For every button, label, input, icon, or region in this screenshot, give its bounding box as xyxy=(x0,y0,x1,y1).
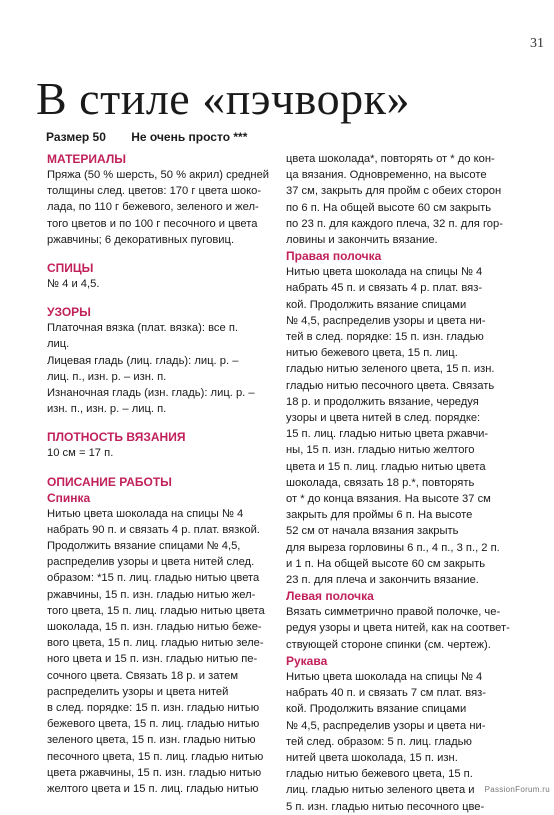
difficulty-stars: *** xyxy=(233,130,248,144)
text-line: набрать 40 п. и связать 7 см плат. вяз- xyxy=(286,687,487,700)
text-line: от * до конца вязания. На высоте 37 см xyxy=(286,493,491,506)
text-line: цвета шоколада*, повторять от * до кон- xyxy=(286,153,495,165)
text-line: ржавчины; 6 декоративных пуговиц. xyxy=(47,233,235,246)
text-line: набрать 90 п. и связать 4 р. плат. вязкой. xyxy=(47,523,260,536)
text-line: распределив узоры и цвета нитей след. xyxy=(47,556,255,569)
text-line: зеленого цвета, 15 п. изн. гладью нитью xyxy=(47,734,256,747)
text-line: толщины след. цветов: 170 г цвета шоко- xyxy=(47,185,262,198)
text-line: 37 см, закрыть для пройм с обеих сторон xyxy=(286,185,502,198)
section-heading: ОПИСАНИЕ РАБОТЫ xyxy=(47,474,172,489)
text-line: Нитью цвета шоколада на спицы № 4 xyxy=(286,266,483,279)
text-line: Изнаночная гладь (изн. гладь): лиц. р. – xyxy=(47,387,255,400)
page-number: 31 xyxy=(530,36,544,51)
text-line: тей в след. порядке: 15 п. изн. гладью xyxy=(286,331,484,344)
text-line: в след. порядке: 15 п. изн. гладью нитью xyxy=(47,702,260,715)
difficulty-label: Не очень просто xyxy=(131,130,231,144)
text-line: ца вязания. Одновременно, на высоте xyxy=(286,169,487,182)
text-line: кой. Продолжить вязание спицами xyxy=(286,703,467,716)
text-line: Платочная вязка (плат. вязка): все п. xyxy=(47,322,238,335)
text-line: шоколада, связать 18 р.*, повторять xyxy=(286,476,475,489)
text-line: Нитью цвета шоколада на спицы № 4 xyxy=(47,507,244,520)
text-line: и 1 п. На общей высоте 60 см закрыть xyxy=(286,557,486,570)
text-line: лиц. xyxy=(47,338,70,351)
text-line: того цветов и по 100 г песочного и цвета xyxy=(47,217,258,230)
text-line: вого цвета, 15 п. лиц. гладью нитью зеле- xyxy=(47,637,264,650)
text-line: нитей цвета шоколада, 15 п. изн. xyxy=(286,751,458,764)
subsection-heading: Рукава xyxy=(286,653,328,668)
text-line: ловины и закончить вязание. xyxy=(286,234,438,247)
text-line: желтого цвета и 15 п. лиц. гладью нитью xyxy=(47,783,259,796)
spacer xyxy=(47,292,273,304)
text-line: Нитью цвета шоколада на спицы № 4 xyxy=(286,670,483,683)
text-line: песочного цвета, 15 п. лиц. гладью нитью xyxy=(47,750,264,763)
pattern-meta xyxy=(46,130,247,144)
spacer xyxy=(47,417,273,429)
text-line: гладью нитью бежевого цвета, 15 п. xyxy=(286,768,473,781)
section-heading: УЗОРЫ xyxy=(47,305,91,320)
text-line: 5 п. изн. гладью нитью песочного цве- xyxy=(286,800,485,813)
size-label: Размер 50 xyxy=(46,130,106,144)
text-line: лиц. гладью нитью зеленого цвета и xyxy=(286,784,475,797)
text-line: шоколада, 15 п. изн. гладью нитью беже- xyxy=(47,621,262,634)
text-line: по 6 п. На общей высоте 60 см закрыть xyxy=(286,201,492,214)
text-line: 15 п. лиц. гладью нитью цвета ржавчи- xyxy=(286,428,489,441)
text-line: Лицевая гладь (лиц. гладь): лиц. р. – xyxy=(47,354,239,367)
text-line: сочного цвета. Связать 18 р. и затем xyxy=(47,669,239,682)
section-heading: МАТЕРИАЛЫ xyxy=(47,152,127,166)
text-line: 52 см от начала вязания закрыть xyxy=(286,525,459,538)
text-line: того цвета, 15 п. лиц. гладью нитью цвета xyxy=(47,604,265,617)
text-line: изн. п., изн. р. – лиц. п. xyxy=(47,403,167,416)
spacer xyxy=(47,248,273,260)
left-column xyxy=(47,151,273,797)
text-line: 18 р. и продолжить вязание, чередуя xyxy=(286,395,479,408)
text-line: 23 п. для плеча и закончить вязание. xyxy=(286,574,479,587)
text-line: узоры и цвета нитей в след. порядке: xyxy=(286,412,481,425)
text-line: ржавчины, 15 п. изн. гладью нитью жел- xyxy=(47,588,256,601)
text-line: цвета ржавчины, 15 п. изн. гладью нитью xyxy=(47,766,262,779)
text-line: лиц. п., изн. р. – изн. п. xyxy=(47,370,167,383)
text-line: тей след. образом: 5 п. лиц. гладью xyxy=(286,735,472,748)
text-line: ствующей стороне спинки (см. чертеж). xyxy=(286,638,491,651)
text-line: нитью бежевого цвета, 15 п. лиц. xyxy=(286,347,458,360)
section-heading: ПЛОТНОСТЬ ВЯЗАНИЯ xyxy=(47,430,186,445)
text-line: гладью нитью зеленого цвета, 15 п. изн. xyxy=(286,363,495,376)
text-line: цвета и 15 п. лиц. гладью нитью цвета xyxy=(286,460,486,473)
text-line: № 4,5, распределив узоры и цвета ни- xyxy=(286,314,486,327)
text-line: ны, 15 п. изн. гладью нитью желтого xyxy=(286,444,475,457)
text-line: набрать 45 п. и связать 4 р. плат. вяз- xyxy=(286,282,483,295)
subsection-heading: Правая полочка xyxy=(286,249,382,264)
text-line: лада, по 110 г бежевого, зеленого и жел- xyxy=(47,201,259,214)
text-line: образом: *15 п. лиц. гладью нитью цвета xyxy=(47,572,260,585)
text-line: редуя узоры и цвета нитей, как на соответ- xyxy=(286,622,510,635)
subsection-heading: Спинка xyxy=(47,490,91,505)
text-line: гладью нитью песочного цвета. Связать xyxy=(286,379,495,392)
text-line: ного цвета и 15 п. изн. гладью нитью пе- xyxy=(47,653,258,666)
subsection-heading: Левая полочка xyxy=(286,589,374,604)
text-line: 10 см = 17 п. xyxy=(47,447,114,460)
text-line: по 23 п. для каждого плеча, 32 п. для гор- xyxy=(286,217,503,230)
text-line: Продолжить вязание спицами № 4,5, xyxy=(47,540,241,553)
right-column xyxy=(286,151,510,815)
text-line: закрыть для проймы 6 п. На высоте xyxy=(286,509,473,522)
watermark: PassionForum.ru xyxy=(484,785,550,794)
text-line: Вязать симметрично правой полочке, че- xyxy=(286,606,501,619)
text-line: бежевого цвета, 15 п. лиц. гладью нитью xyxy=(47,718,260,731)
spacer xyxy=(47,462,273,474)
text-line: для выреза горловины 6 п., 4 п., 3 п., 2 п. xyxy=(286,541,500,554)
section-heading: СПИЦЫ xyxy=(47,261,94,276)
text-line: кой. Продолжить вязание спицами xyxy=(286,298,467,311)
text-line: распределить узоры и цвета нитей xyxy=(47,685,229,698)
page-title: В стиле «пэчворк» xyxy=(36,73,410,124)
text-line: № 4,5, распределив узоры и цвета ни- xyxy=(286,719,486,732)
text-line: Пряжа (50 % шерсть, 50 % акрил) средней xyxy=(47,169,270,181)
text-line: № 4 и 4,5. xyxy=(47,278,100,291)
